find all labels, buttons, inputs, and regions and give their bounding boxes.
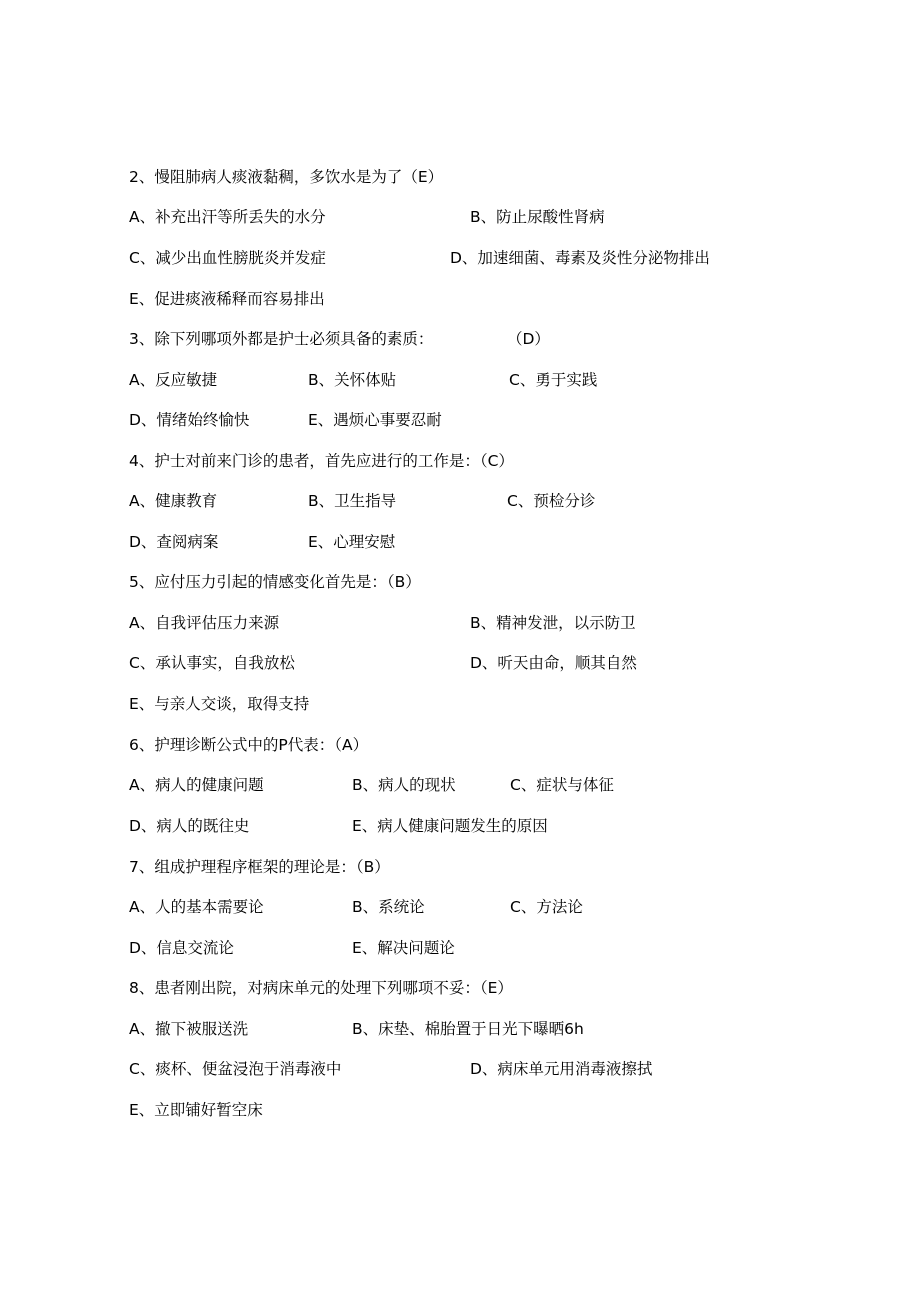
question-8-option-a: A、撤下被服送洗 bbox=[129, 1020, 249, 1038]
question-2-option-d: D、加速细菌、毒素及炎性分泌物排出 bbox=[450, 249, 710, 267]
question-6-option-c: C、症状与体征 bbox=[510, 776, 614, 794]
question-3-option-e: E、遇烦心事要忍耐 bbox=[308, 411, 442, 429]
question-7-option-d: D、信息交流论 bbox=[129, 939, 234, 957]
question-5-stem: 5、应付压力引起的情感变化首先是：（B） bbox=[129, 573, 421, 591]
question-2-option-c: C、减少出血性膀胱炎并发症 bbox=[129, 249, 326, 267]
question-8-option-d: D、病床单元用消毒液擦拭 bbox=[470, 1060, 653, 1078]
question-2-option-b: B、防止尿酸性肾病 bbox=[470, 208, 605, 226]
question-2-option-e: E、促进痰液稀释而容易排出 bbox=[129, 290, 325, 308]
question-3-stem: 3、除下列哪项外都是护士必须具备的素质： bbox=[129, 330, 434, 348]
question-4-option-a: A、健康教育 bbox=[129, 492, 218, 510]
question-3-option-d: D、情绪始终愉快 bbox=[129, 411, 250, 429]
question-3-option-c: C、勇于实践 bbox=[509, 371, 598, 389]
question-7-option-b: B、系统论 bbox=[352, 898, 425, 916]
question-3-answer: （D） bbox=[507, 330, 550, 348]
question-4-option-b: B、卫生指导 bbox=[308, 492, 397, 510]
question-5-option-c: C、承认事实，自我放松 bbox=[129, 654, 295, 672]
question-6-option-a: A、病人的健康问题 bbox=[129, 776, 264, 794]
question-2-option-a: A、补充出汗等所丢失的水分 bbox=[129, 208, 326, 226]
question-5-option-b: B、精神发泄，以示防卫 bbox=[470, 614, 636, 632]
question-4-stem: 4、护士对前来门诊的患者，首先应进行的工作是：（C） bbox=[129, 452, 514, 470]
question-7-stem: 7、组成护理程序框架的理论是：（B） bbox=[129, 858, 390, 876]
question-6-option-e: E、病人健康问题发生的原因 bbox=[352, 817, 548, 835]
question-5-option-d: D、听天由命，顺其自然 bbox=[470, 654, 637, 672]
question-4-option-e: E、心理安慰 bbox=[308, 533, 396, 551]
question-6-stem: 6、护理诊断公式中的P代表：（A） bbox=[129, 736, 369, 754]
question-6-option-d: D、病人的既往史 bbox=[129, 817, 250, 835]
question-3-option-b: B、关怀体贴 bbox=[308, 371, 397, 389]
question-8-option-c: C、痰杯、便盆浸泡于消毒液中 bbox=[129, 1060, 342, 1078]
question-8-stem: 8、患者刚出院，对病床单元的处理下列哪项不妥：（E） bbox=[129, 979, 513, 997]
question-2-stem: 2、慢阻肺病人痰液黏稠，多饮水是为了（E） bbox=[129, 168, 444, 186]
question-4-option-d: D、查阅病案 bbox=[129, 533, 219, 551]
question-7-option-e: E、解决问题论 bbox=[352, 939, 455, 957]
question-8-option-b: B、床垫、棉胎置于日光下曝晒6h bbox=[352, 1020, 584, 1038]
question-4-option-c: C、预检分诊 bbox=[507, 492, 596, 510]
question-6-option-b: B、病人的现状 bbox=[352, 776, 456, 794]
question-5-option-a: A、自我评估压力来源 bbox=[129, 614, 280, 632]
question-5-option-e: E、与亲人交谈，取得支持 bbox=[129, 695, 310, 713]
question-3-option-a: A、反应敏捷 bbox=[129, 371, 218, 389]
question-8-option-e: E、立即铺好暂空床 bbox=[129, 1101, 263, 1119]
question-7-option-a: A、人的基本需要论 bbox=[129, 898, 264, 916]
question-7-option-c: C、方法论 bbox=[510, 898, 583, 916]
